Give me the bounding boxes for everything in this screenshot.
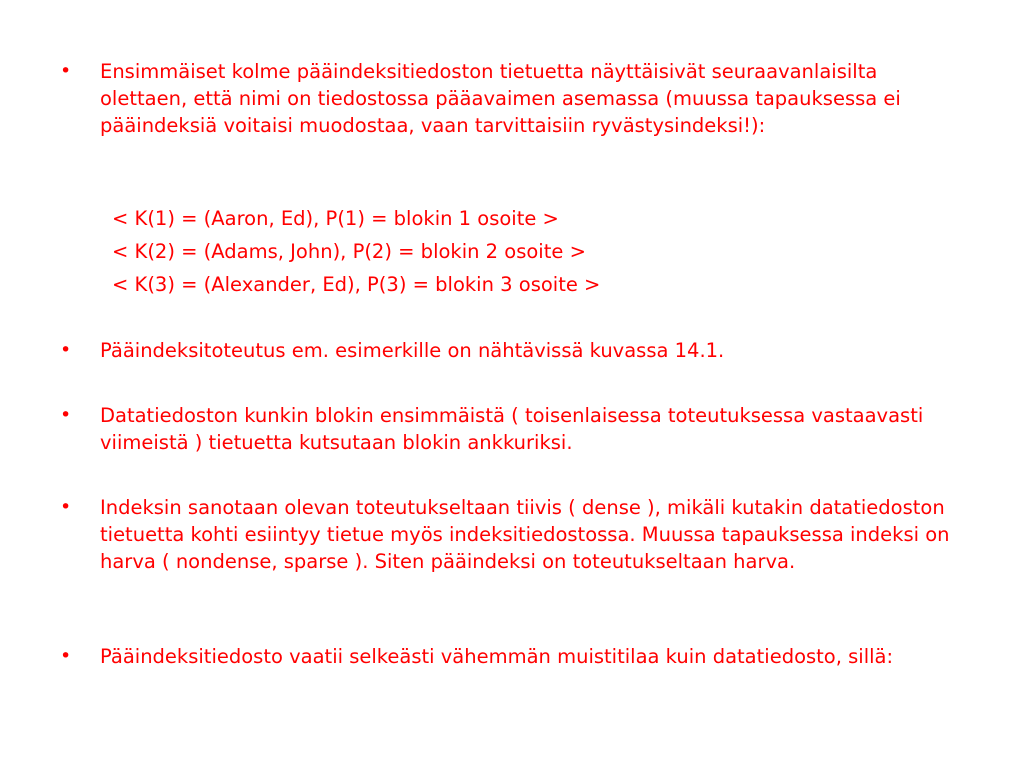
- bullet-item-intro: [60, 58, 960, 139]
- bullet-icon: •: [60, 339, 72, 361]
- bullet-item-anchor: [60, 402, 960, 456]
- index-record-3: < K(3) = (Alexander, Ed), P(3) = blokin 3 osoite >: [112, 273, 601, 296]
- bullet-item-example-figure: [60, 337, 960, 364]
- bullet-icon: •: [60, 60, 72, 82]
- bullet-text: Datatiedoston kunkin blokin ensimmäistä ( toisenlaisessa toteutuksessa vastaavasti viimeistä ) tietuetta kutsutaan blokin ankkuriksi.: [100, 404, 924, 454]
- index-record-2: < K(2) = (Adams, John), P(2) = blokin 2 osoite >: [112, 240, 586, 263]
- bullet-icon: •: [60, 496, 72, 518]
- bullet-icon: •: [60, 645, 72, 667]
- bullet-text: Ensimmäiset kolme pääindeksitiedoston tietuetta näyttäisivät seuraavanlaisilta olettaen, että nimi on tiedostossa pääavaimen asemassa (muussa tapauksessa ei pääindeksiä voitaisi muodostaa, vaan tarvittaisiin ryvästysindeksi!):: [100, 60, 901, 137]
- bullet-text: Pääindeksitiedosto vaatii selkeästi vähemmän muistitilaa kuin datatiedosto, sillä:: [100, 645, 894, 668]
- bullet-item-storage: [60, 643, 960, 670]
- bullet-item-dense-sparse: [60, 494, 960, 575]
- bullet-icon: •: [60, 404, 72, 426]
- index-record-1: < K(1) = (Aaron, Ed), P(1) = blokin 1 osoite >: [112, 207, 559, 230]
- bullet-text: Indeksin sanotaan olevan toteutukseltaan tiivis ( dense ), mikäli kutakin datatiedoston tietuetta kohti esiintyy tietue myös indeksitiedostossa. Muussa tapauksessa indeksi on harva ( nondense, sparse ). Siten pääindeksi on toteutukseltaan harva.: [100, 496, 950, 573]
- bullet-text: Pääindeksitoteutus em. esimerkille on nähtävissä kuvassa 14.1.: [100, 339, 725, 362]
